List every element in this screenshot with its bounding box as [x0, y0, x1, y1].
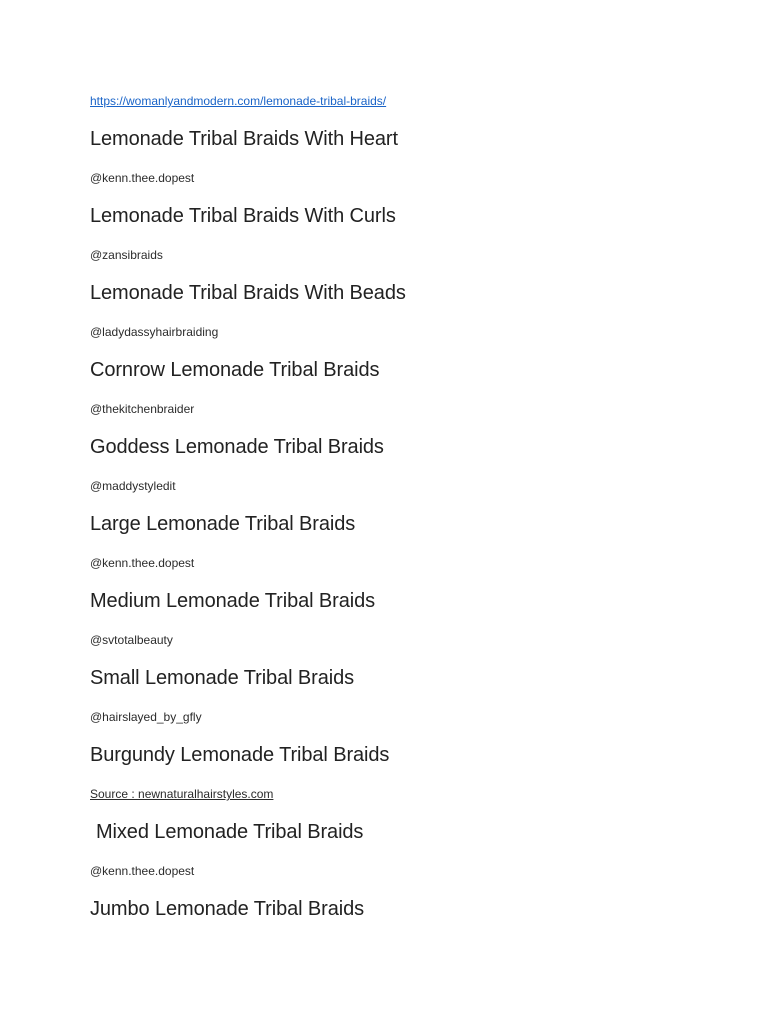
section-heading-small: Small Lemonade Tribal Braids	[90, 667, 354, 689]
section-heading-with-heart: Lemonade Tribal Braids With Heart	[90, 128, 398, 150]
section-heading-with-curls: Lemonade Tribal Braids With Curls	[90, 205, 396, 227]
section-heading-medium: Medium Lemonade Tribal Braids	[90, 590, 376, 612]
source-link-newnaturalhairstyles[interactable]: Source : newnaturalhairstyles.com	[90, 787, 274, 801]
credit-caption-mixed: @kenn.thee.dopest	[90, 864, 195, 878]
section-heading-large: Large Lemonade Tribal Braids	[90, 513, 356, 535]
section-heading-goddess: Goddess Lemonade Tribal Braids	[90, 436, 384, 458]
section-heading-burgundy: Burgundy Lemonade Tribal Braids	[90, 744, 390, 766]
credit-caption-with-heart: @kenn.thee.dopest	[90, 171, 195, 185]
section-heading-mixed: Mixed Lemonade Tribal Braids	[96, 821, 364, 843]
document-content	[90, 93, 730, 923]
credit-caption-cornrow: @thekitchenbraider	[90, 402, 195, 416]
credit-caption-small: @hairslayed_by_gfly	[90, 710, 202, 724]
credit-caption-goddess: @maddystyledit	[90, 479, 176, 493]
credit-caption-with-beads: @ladydassyhairbraiding	[90, 325, 219, 339]
credit-caption-with-curls: @zansibraids	[90, 248, 163, 262]
credit-caption-medium: @svtotalbeauty	[90, 633, 173, 647]
section-heading-cornrow: Cornrow Lemonade Tribal Braids	[90, 359, 380, 381]
credit-caption-large: @kenn.thee.dopest	[90, 556, 195, 570]
section-heading-with-beads: Lemonade Tribal Braids With Beads	[90, 282, 406, 304]
source-link-womanlyandmodern[interactable]: https://womanlyandmodern.com/lemonade-tribal-braids/	[90, 94, 387, 108]
section-heading-jumbo: Jumbo Lemonade Tribal Braids	[90, 898, 365, 920]
